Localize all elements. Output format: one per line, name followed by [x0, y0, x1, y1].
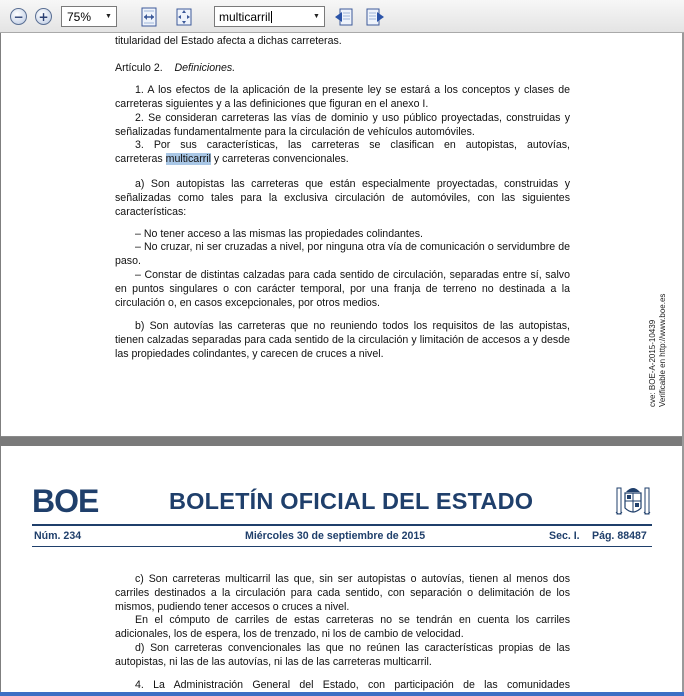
issue-number: Núm. 234: [34, 530, 82, 542]
search-input[interactable]: [214, 6, 325, 27]
text-span: y carreteras convencionales.: [210, 153, 349, 165]
paragraph: 1. A los efectos de la aplicación de la presente ley se estará a los conceptos y clases de carreteras siguientes y a las definiciones que figuran en el anexo I.: [115, 84, 570, 110]
paragraph: En el cómputo de carriles de estas carreteras no se tendrán en cuenta los carriles adicionales, los de espera, los de trenzado, ni los de cambio de velocidad.: [115, 614, 570, 640]
paragraph: 4. La Administración General del Estado, con participación de las comunidades: [135, 679, 570, 691]
paragraph: 3. Por sus características, las carreteras se clasifican en autopistas, autovías,: [135, 139, 570, 151]
bullet-item: – No cruzar, ni ser cruzadas a nivel, por ninguna otra vía de comunicación o servidumbre de paso.: [115, 241, 570, 267]
verification-note: [645, 273, 669, 413]
verify-text: Verificable en http://www.boe.es: [658, 293, 667, 407]
issue-date: Miércoles 30 de septiembre de 2015: [245, 530, 426, 542]
search-value: multicarril: [219, 10, 271, 24]
page-separator: [0, 437, 684, 446]
search-highlight: multicarril: [165, 153, 211, 165]
page-title: BOLETÍN OFICIAL DEL ESTADO: [169, 488, 534, 514]
find-previous-icon: [334, 7, 354, 27]
paragraph: 2. Se consideran carreteras las vías de dominio y uso público proyectadas, construidas y señalizadas fundamentalmente para la circulación de vehículos automóviles.: [115, 112, 570, 138]
boe-logo: [32, 485, 104, 515]
zoom-in-button[interactable]: [35, 8, 52, 25]
text-line: titularidad del Estado afecta a dichas carreteras.: [115, 35, 342, 47]
bullet-item: – Constar de distintas calzadas para cada sentido de circulación, separadas entre sí, salvo en puntos singulares o con carácter temporal, por una franja de terreno no destinada a la circulación o, en casos excepcionales, por otros medios.: [115, 269, 570, 309]
fit-page-icon: [174, 7, 194, 27]
paragraph: a) Son autopistas las carreteras que están especialmente proyectadas, construidas y señalizadas como tales para la exclusiva circulación de automóviles, con las siguientes características:: [115, 178, 570, 218]
zoom-out-button[interactable]: [10, 8, 27, 25]
chevron-down-icon[interactable]: ▼: [313, 13, 320, 20]
article-heading: [115, 62, 235, 76]
page-number: Pág. 88487: [592, 530, 647, 542]
paragraph-line: [115, 153, 349, 167]
fit-width-button[interactable]: [138, 5, 160, 28]
fit-width-icon: [140, 7, 158, 27]
article-title: Definiciones.: [174, 62, 236, 74]
fit-page-button[interactable]: [173, 5, 195, 28]
minus-circle-icon: −: [13, 9, 24, 24]
paragraph: d) Son carreteras convencionales las que no reúnen las características propias de las autopistas, ni las de las autovías, ni las de las carreteras multicarril.: [115, 642, 570, 668]
coat-of-arms-icon: [615, 482, 651, 520]
plus-circle-icon: +: [38, 9, 49, 24]
header-rule: [32, 546, 652, 547]
paragraph: c) Son carreteras multicarril las que, sin ser autopistas o autovías, tienen al menos dos carriles destinados a la circulación para cada sentido, con separación o delimitación de los mismos, pudiendo tener accesos o cruces a nivel.: [115, 573, 570, 613]
find-previous-button[interactable]: [333, 5, 355, 28]
bullet-item: – No tener acceso a las mismas las propiedades colindantes.: [135, 228, 423, 240]
paragraph: b) Son autovías las carreteras que no reuniendo todos los requisitos de las autopistas, tienen calzadas separadas para cada sentido de la circulación y limitación de accesos a y desde las propiedades colindantes, y carecen de cruces a nivel.: [115, 320, 570, 360]
pdf-toolbar: [0, 0, 684, 33]
logo-text: BOE: [32, 485, 99, 515]
pdf-page-2: [1, 446, 682, 696]
header-rule: [32, 524, 652, 526]
article-number: Artículo 2.: [115, 62, 163, 74]
find-next-button[interactable]: [364, 5, 386, 28]
zoom-value: 75%: [67, 10, 92, 24]
zoom-select[interactable]: [61, 6, 117, 27]
find-next-icon: [365, 7, 385, 27]
chevron-down-icon[interactable]: ▼: [105, 13, 112, 20]
section-label: Sec. I.: [549, 530, 580, 542]
pdf-page-1: [1, 33, 682, 437]
taskbar-strip: [0, 692, 684, 696]
text-span: carreteras: [115, 153, 166, 165]
cve-text: cve: BOE-A-2015-10439: [648, 319, 657, 407]
